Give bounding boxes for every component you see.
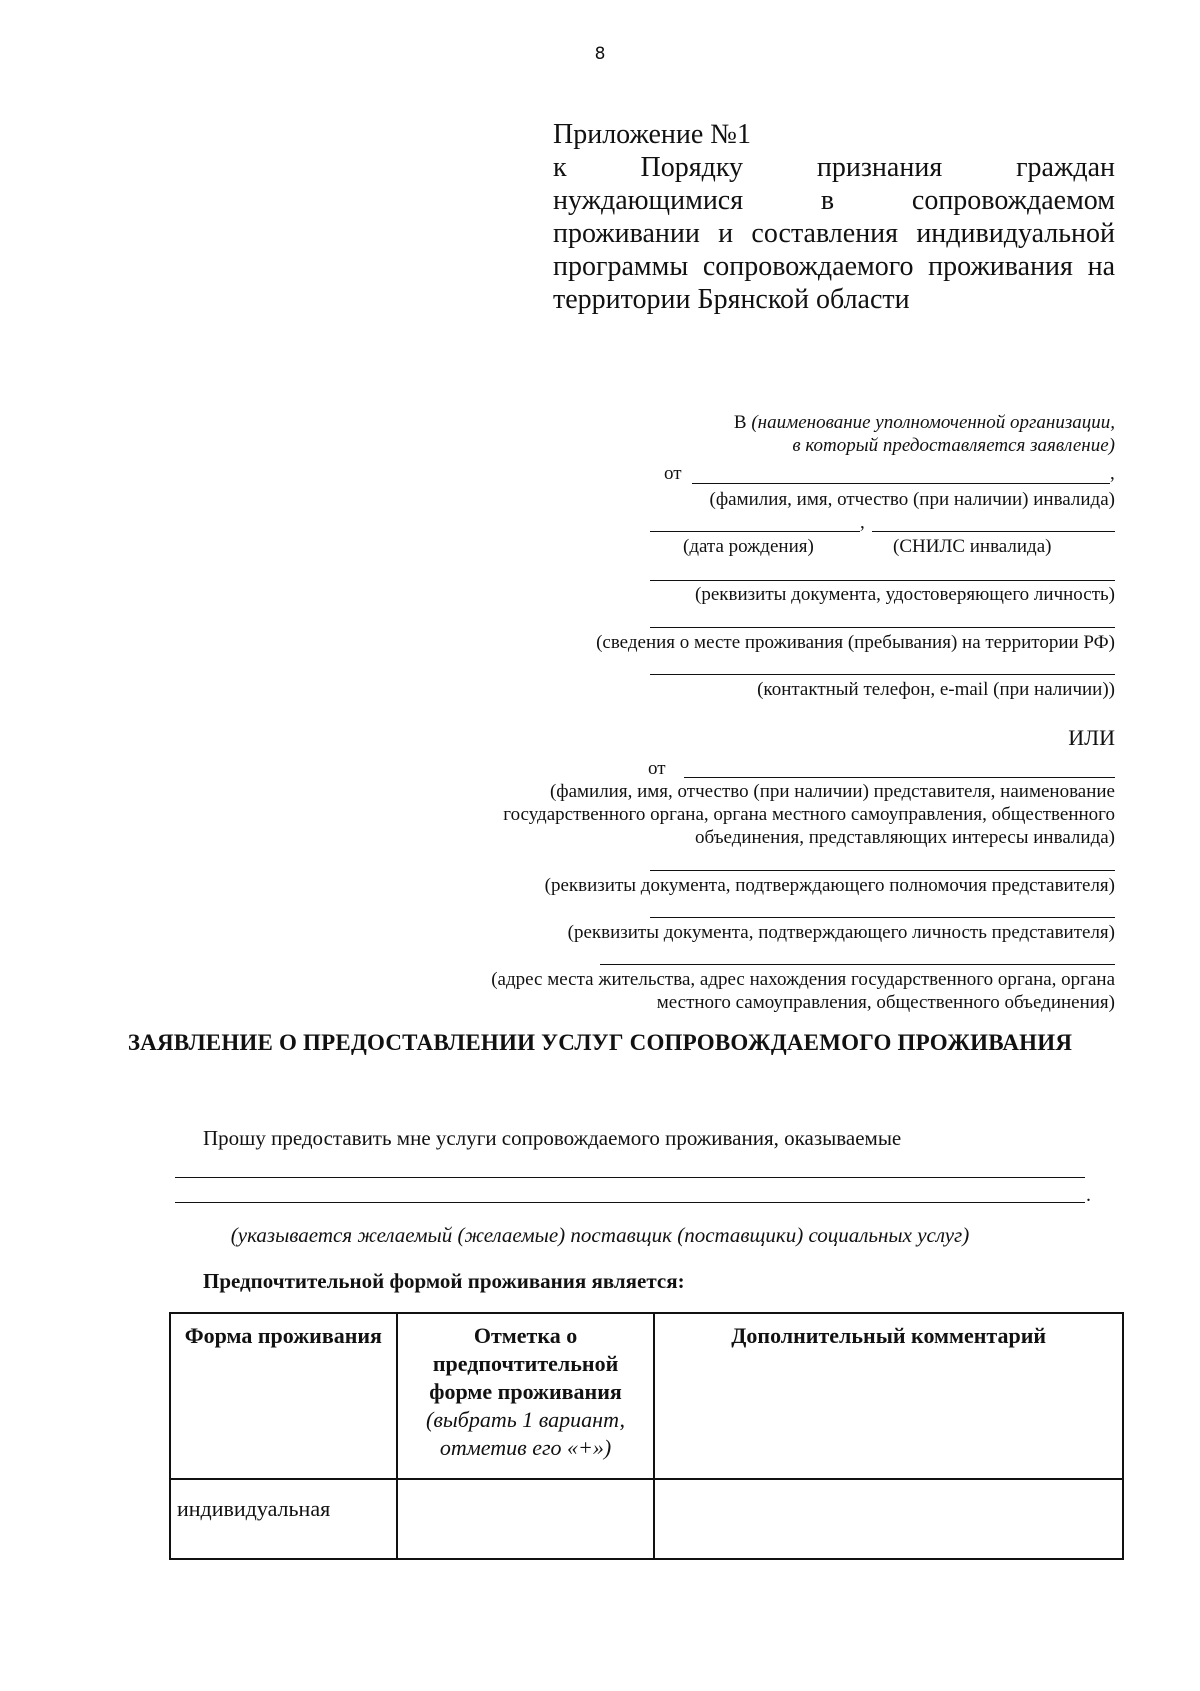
representative-fio-field[interactable] xyxy=(684,777,1115,778)
rep-label-2: государственного органа, органа местного самоуправления, общественного xyxy=(503,804,1115,825)
row-comment-cell[interactable] xyxy=(654,1479,1123,1559)
or-label: ИЛИ xyxy=(1068,725,1115,750)
provider-hint: (указывается желаемый (желаемые) поставщик (поставщики) социальных услуг) xyxy=(230,1223,970,1247)
from2-prefix: от xyxy=(648,758,666,779)
residence-field[interactable] xyxy=(650,627,1115,628)
from-prefix: от xyxy=(664,463,682,484)
preferred-heading: Предпочтительной формой проживания является: xyxy=(203,1269,685,1293)
to-prefix: В xyxy=(733,412,747,433)
appendix-line-1: к Порядку признания граждан xyxy=(553,152,1115,183)
contact-field[interactable] xyxy=(650,674,1115,675)
dob-comma: , xyxy=(860,512,865,533)
rep-label xyxy=(420,780,1115,849)
appendix-line-4: программы сопровождаемого проживания на xyxy=(553,251,1115,282)
id-document-field[interactable] xyxy=(650,580,1115,581)
rep-id-field[interactable] xyxy=(650,917,1115,918)
appendix-line-3: проживании и составления индивидуальной xyxy=(553,218,1115,249)
rep-authority-field[interactable] xyxy=(650,870,1115,871)
fio-label: (фамилия, имя, отчество (при наличии) инвалида) xyxy=(709,489,1115,510)
snils-field[interactable] xyxy=(872,531,1115,532)
rep-address-label xyxy=(420,968,1115,1014)
appendix-title: Приложение №1 xyxy=(553,119,751,150)
rep-address-label-1: (адрес места жительства, адрес нахождения государственного органа, органа xyxy=(491,969,1115,990)
header-mark xyxy=(397,1313,655,1479)
header-mark-title: Отметка о предпочтительной форме проживания xyxy=(429,1323,622,1404)
header-comment: Дополнительный комментарий xyxy=(654,1313,1123,1479)
rep-label-3: объединения, представляющих интересы инвалида) xyxy=(695,827,1115,848)
table-header-row xyxy=(170,1313,1123,1479)
request-text: Прошу предоставить мне услуги сопровождаемого проживания, оказываемые xyxy=(203,1126,902,1150)
residence-form-table xyxy=(169,1312,1124,1560)
contact-label: (контактный телефон, e-mail (при наличии)) xyxy=(757,679,1115,700)
header-form: Форма проживания xyxy=(170,1313,397,1479)
provider-field-line-1[interactable] xyxy=(175,1177,1085,1178)
rep-authority-label: (реквизиты документа, подтверждающего полномочия представителя) xyxy=(544,875,1115,896)
header-mark-sub: (выбрать 1 вариант, отметив его «+») xyxy=(426,1407,626,1460)
from-comma: , xyxy=(1110,463,1115,484)
to-label-1: (наименование уполномоченной организации, xyxy=(751,412,1115,433)
page-number: 8 xyxy=(594,44,606,64)
appendix-line-2: нуждающимися в сопровождаемом xyxy=(553,185,1115,216)
rep-address-field[interactable] xyxy=(600,964,1115,965)
snils-label: (СНИЛС инвалида) xyxy=(893,536,1052,557)
rep-id-label: (реквизиты документа, подтверждающего личность представителя) xyxy=(567,922,1115,943)
id-doc-label: (реквизиты документа, удостоверяющего личность) xyxy=(695,584,1115,605)
row-form: индивидуальная xyxy=(170,1479,397,1559)
table-row xyxy=(170,1479,1123,1559)
provider-field-line-2[interactable] xyxy=(175,1202,1085,1203)
to-label-2: в который предоставляется заявление) xyxy=(792,435,1115,456)
residence-label: (сведения о месте проживания (пребывания) на территории РФ) xyxy=(596,632,1115,653)
addressee-label xyxy=(560,411,1115,457)
birth-date-field[interactable] xyxy=(650,531,860,532)
applicant-fio-field[interactable] xyxy=(692,483,1110,484)
appendix-block xyxy=(553,118,1115,316)
rep-address-label-2: местного самоуправления, общественного объединения) xyxy=(656,992,1115,1013)
dob-label: (дата рождения) xyxy=(683,536,814,557)
appendix-line-5: территории Брянской области xyxy=(553,284,910,315)
row-mark-cell[interactable] xyxy=(397,1479,655,1559)
rep-label-1: (фамилия, имя, отчество (при наличии) представителя, наименование xyxy=(549,781,1115,802)
statement-title: ЗАЯВЛЕНИЕ О ПРЕДОСТАВЛЕНИИ УСЛУГ СОПРОВОЖДАЕМОГО ПРОЖИВАНИЯ xyxy=(127,1030,1073,1055)
end-dot: . xyxy=(1086,1184,1091,1206)
